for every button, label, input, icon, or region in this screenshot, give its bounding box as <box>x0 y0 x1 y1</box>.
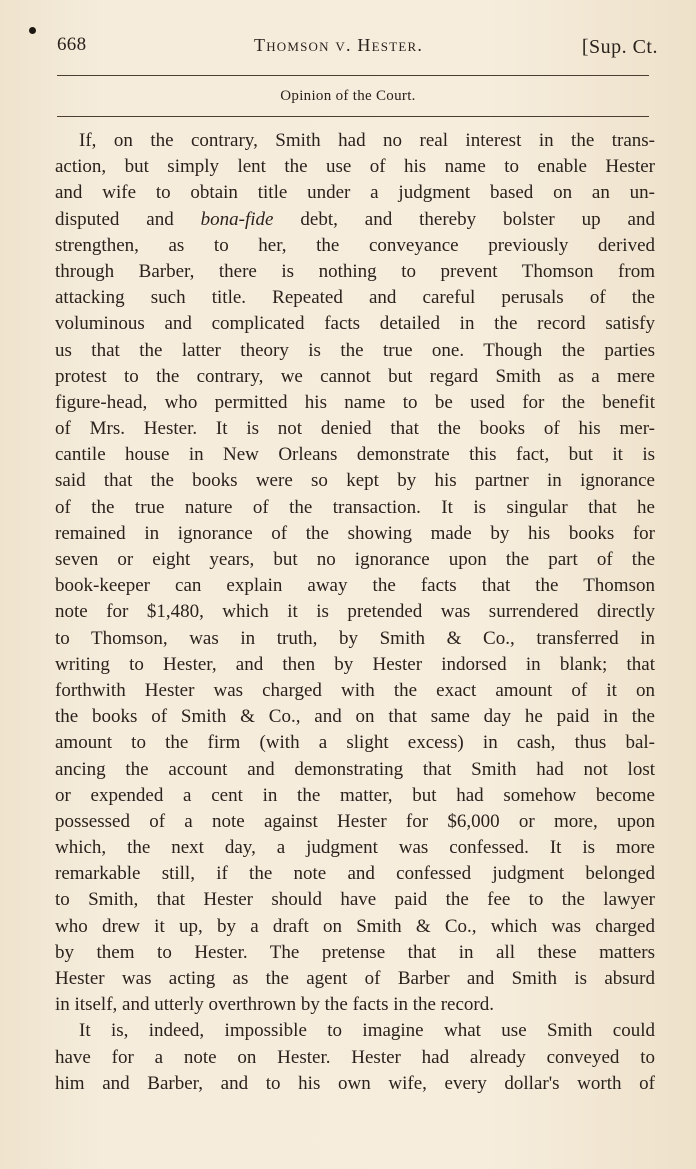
text-line-25: ancing the account and demonstrating that Smith had not lost <box>55 758 655 780</box>
text-line-4-italic: bona-fide <box>200 208 274 230</box>
text-line-6: through Barber, there is nothing to prevent Thomson from <box>55 260 655 282</box>
text-line-33: Hester was acting as the agent of Barber and Smith is absurd <box>55 968 655 989</box>
text-line-2: action, but simply lent the use of his name to enable Hester <box>55 156 655 178</box>
text-line-12: of Mrs. Hester. It is not denied that the books of his mer- <box>55 418 655 440</box>
text-line-24: amount to the firm (with a slight excess) in cash, thus bal- <box>55 732 655 754</box>
text-line-4-before: disputed and <box>55 208 201 230</box>
text-line-21: writing to Hester, and then by Hester indorsed in blank; that <box>55 653 655 675</box>
header-rule-top <box>57 75 649 76</box>
text-line-29: remarkable still, if the note and confessed judgment belonged <box>55 863 655 885</box>
body-text <box>55 128 655 1097</box>
header-rule-bottom <box>57 116 649 117</box>
ink-dot <box>29 27 36 34</box>
text-line-16: remained in ignorance of the showing made by his books for <box>55 522 655 544</box>
text-line-9: us that the latter theory is the true one. Though the parties <box>55 339 655 361</box>
text-line-31: who drew it up, by a draft on Smith & Co., which was charged <box>55 915 655 937</box>
text-line-23: the books of Smith & Co., and on that same day he paid in the <box>55 706 655 728</box>
text-line-36: have for a note on Hester. Hester had already conveyed to <box>55 1046 655 1068</box>
text-line-1: If, on the contrary, Smith had no real interest in the trans- <box>79 130 655 151</box>
text-line-22: forthwith Hester was charged with the exact amount of it on <box>55 679 655 701</box>
running-title: Thomson v. Hester. <box>254 35 424 55</box>
text-line-13: cantile house in New Orleans demonstrate this fact, but it is <box>55 444 655 466</box>
text-line-4-after: debt, and thereby bolster up and <box>273 208 655 230</box>
text-line-4 <box>55 207 655 233</box>
text-line-27: possessed of a note against Hester for $6,000 or more, upon <box>55 810 655 832</box>
text-line-37: him and Barber, and to his own wife, every dollar's worth of <box>55 1072 655 1094</box>
text-line-19: note for $1,480, which it is pretended was surrendered directly <box>55 601 655 623</box>
text-line-35: It is, indeed, impossible to imagine what use Smith could <box>79 1020 655 1042</box>
text-line-15: of the true nature of the transaction. It is singular that he <box>55 496 655 518</box>
court-label: [Sup. Ct. <box>581 36 658 58</box>
text-line-5: strengthen, as to her, the conveyance previously derived <box>55 234 655 256</box>
text-line-11: figure-head, who permitted his name to be used for the benefit <box>55 391 655 413</box>
text-line-30: to Smith, that Hester should have paid the fee to the lawyer <box>55 889 655 911</box>
text-line-28: which, the next day, a judgment was confessed. It is more <box>55 837 655 859</box>
text-line-7: attacking such title. Repeated and careful perusals of the <box>55 287 655 309</box>
text-line-34: in itself, and utterly overthrown by the facts in the record. <box>55 994 494 1016</box>
text-line-14: said that the books were so kept by his partner in ignorance <box>55 470 655 492</box>
text-line-10: protest to the contrary, we cannot but regard Smith as a mere <box>55 365 655 387</box>
text-line-32: by them to Hester. The pretense that in all these matters <box>55 941 655 963</box>
text-line-18: book-keeper can explain away the facts that the Thomson <box>55 575 655 597</box>
text-line-8: voluminous and complicated facts detailed in the record satisfy <box>55 313 655 335</box>
text-line-20: to Thomson, was in truth, by Smith & Co., transferred in <box>55 627 655 649</box>
section-title: Opinion of the Court. <box>280 88 416 104</box>
running-header <box>57 34 658 68</box>
page-number: 668 <box>57 34 87 55</box>
text-line-26: or expended a cent in the matter, but had somehow become <box>55 784 655 806</box>
text-line-3: and wife to obtain title under a judgment based on an un- <box>55 182 655 204</box>
text-line-17: seven or eight years, but no ignorance upon the part of the <box>55 549 655 570</box>
